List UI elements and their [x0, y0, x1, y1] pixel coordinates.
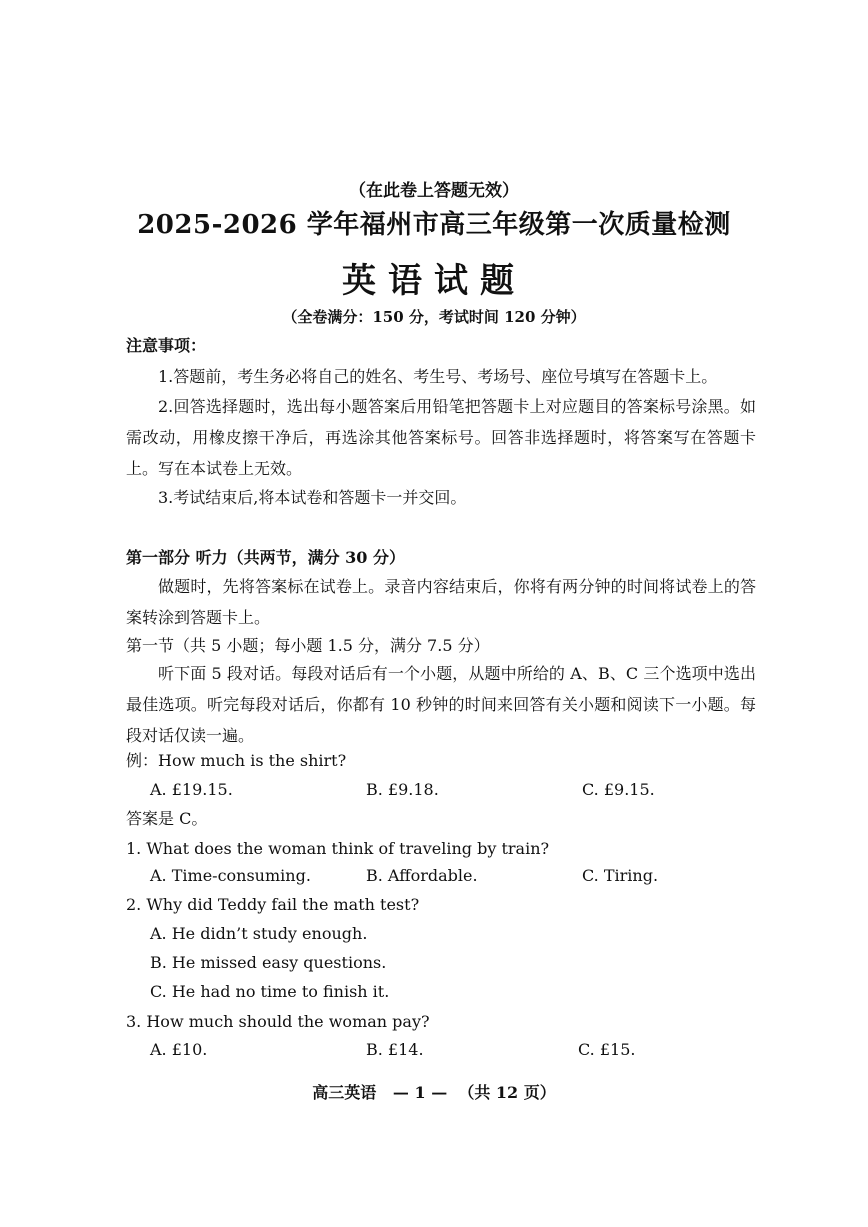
question-3-option-b: B. £14.	[366, 1040, 424, 1059]
page-footer: 高三英语 — 1 — （共 12 页）	[312, 1083, 556, 1102]
question-2-option-c: C. He had no time to finish it.	[150, 982, 390, 1001]
example-question: 例：How much is the shirt?	[126, 751, 347, 770]
question-3-option-c: C. £15.	[578, 1040, 636, 1059]
question-2-option-b: B. He missed easy questions.	[150, 953, 387, 972]
exam-title: 2025-2026 学年福州市高三年级第一次质量检测	[137, 210, 731, 240]
part1-intro: 做题时，先将答案标在试卷上。录音内容结束后，你将有两分钟的时间将试卷上的答案转涂到答题卡上。	[126, 577, 756, 627]
example-answer: 答案是 C。	[126, 809, 208, 828]
question-1-option-a: A. Time-consuming.	[150, 866, 311, 885]
subject-title: 英语试题	[342, 261, 526, 301]
instruction-item-2: 2.回答选择题时，选出每小题答案后用铅笔把答题卡上对应题目的答案标号涂黑。如需改动，用橡皮擦干净后，再选涂其他答案标号。回答非选择题时，将答案写在答题卡上。写在本试卷上无效。	[126, 397, 756, 478]
question-2: 2. Why did Teddy fail the math test?	[126, 895, 420, 914]
question-1-option-c: C. Tiring.	[582, 866, 659, 885]
question-3-option-a: A. £10.	[150, 1040, 208, 1059]
instruction-item-1: 1.答题前，考生务必将自己的姓名、考生号、考场号、座位号填写在答题卡上。	[158, 367, 718, 386]
instructions-heading: 注意事项：	[126, 336, 207, 355]
question-1: 1. What does the woman think of traveling by train?	[126, 839, 550, 858]
example-option-b: B. £9.18.	[366, 780, 439, 799]
exam-info: （全卷满分：150 分，考试时间 120 分钟）	[282, 308, 586, 326]
question-2-option-a: A. He didn’t study enough.	[150, 924, 368, 943]
part1-heading: 第一部分 听力（共两节，满分 30 分）	[126, 548, 405, 567]
invalid-notice: （在此卷上答题无效）	[349, 181, 519, 201]
section1-heading: 第一节（共 5 小题；每小题 1.5 分，满分 7.5 分）	[126, 636, 490, 655]
question-3: 3. How much should the woman pay?	[126, 1012, 430, 1031]
instruction-item-3: 3.考试结束后,将本试卷和答题卡一并交回。	[158, 488, 467, 507]
example-option-a: A. £19.15.	[150, 780, 233, 799]
example-option-c: C. £9.15.	[582, 780, 655, 799]
question-1-option-b: B. Affordable.	[366, 866, 478, 885]
section1-intro: 听下面 5 段对话。每段对话后有一个小题，从题中所给的 A、B、C 三个选项中选出最佳选项。听完每段对话后，你都有 10 秒钟的时间来回答有关小题和阅读下一小题。每段对话仅读一遍。	[126, 664, 756, 745]
